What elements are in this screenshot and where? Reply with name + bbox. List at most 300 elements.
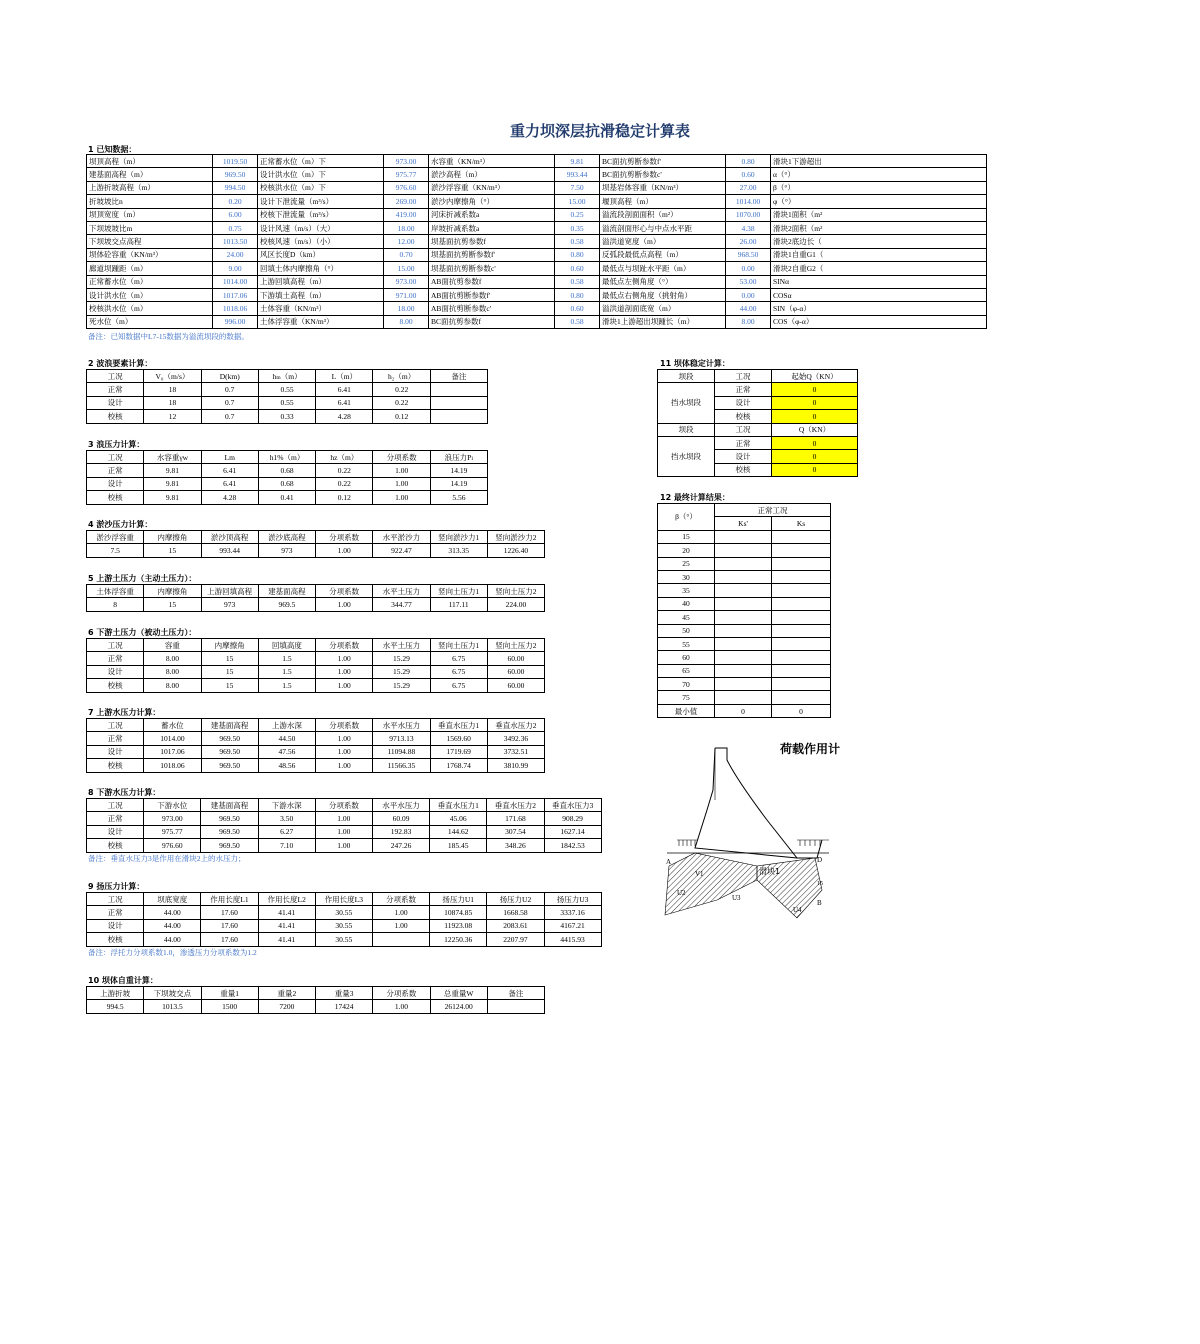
col-header: 坝底宽度 [144, 893, 201, 906]
cell: 35 [658, 584, 715, 597]
cell: 0.7 [201, 383, 258, 396]
cell: 1017.06 [144, 745, 201, 758]
cell: 1.00 [373, 491, 430, 504]
param-label: 坝基岩体容重（KN/m³） [600, 181, 726, 194]
col-header: 内摩擦角 [144, 531, 201, 544]
cell: 1.00 [316, 652, 373, 665]
cell: 0 [772, 463, 858, 476]
cell: 1.00 [373, 464, 430, 477]
col-header: 备注 [430, 370, 487, 383]
cell: 5.56 [430, 491, 487, 504]
cell: 993.44 [201, 544, 258, 557]
cell: 969.50 [201, 745, 258, 758]
cell: 设计 [87, 477, 144, 490]
param-label: 堰顶高程（m） [600, 195, 726, 208]
col-header: 水平淤沙力 [373, 531, 430, 544]
cell: 1.00 [372, 906, 429, 919]
cell [772, 544, 831, 557]
table-row [658, 611, 831, 624]
param-label: 滑块2自重G2（ [771, 262, 987, 275]
cell: 26124.00 [430, 1000, 487, 1013]
cell [715, 611, 772, 624]
dam-outline [715, 748, 822, 858]
cell: 设计 [715, 396, 772, 409]
cell: 30.55 [315, 906, 372, 919]
param-value: 0.60 [555, 302, 600, 315]
param-value: 18.00 [384, 221, 429, 234]
table-row [87, 825, 602, 838]
header-row [87, 370, 488, 383]
cell [772, 664, 831, 677]
param-value: 8.00 [726, 315, 771, 328]
param-label: 校核洪水位（m） [87, 302, 213, 315]
param-label: AB面抗剪参数f [429, 275, 555, 288]
wave-pressure-table [86, 450, 488, 505]
cell [487, 1000, 544, 1013]
cell: 973 [258, 544, 315, 557]
condition-header: 正常工况 [715, 504, 831, 517]
results-table [657, 503, 831, 718]
param-value: 4.38 [726, 221, 771, 234]
section-heading: 7 上游水压力计算： [88, 708, 161, 717]
cell: 973.00 [144, 812, 201, 825]
col-header: 建基面高程 [201, 719, 258, 732]
cell: 313.35 [430, 544, 487, 557]
col-header: 工况 [87, 799, 144, 812]
cell: 3.50 [258, 812, 315, 825]
param-label: 坝基面抗剪断参数c' [429, 262, 555, 275]
param-label: 正常蓄水位（m） [87, 275, 213, 288]
col-header: 重量1 [201, 987, 258, 1000]
param-label: 溢流剖面形心与中点水平距 [600, 221, 726, 234]
param-value: 0.70 [384, 248, 429, 261]
header-row [87, 799, 602, 812]
cell: 0 [772, 410, 858, 423]
section-heading: 2 波浪要素计算： [88, 359, 153, 368]
param-label: BC面抗剪断参数c' [600, 168, 726, 181]
cell: 6.75 [430, 679, 487, 692]
param-label: 上游回填高程（m） [258, 275, 384, 288]
cell: 1013.5 [144, 1000, 201, 1013]
param-value: 1018.06 [213, 302, 258, 315]
table-row [658, 651, 831, 664]
stability-clip [657, 369, 838, 479]
cell: 0 [772, 436, 858, 449]
cell: 117.11 [430, 598, 487, 611]
param-label: 最低点与坝趾水平距（m） [600, 262, 726, 275]
col-header: 工况 [715, 423, 772, 436]
cell [430, 383, 487, 396]
param-label: 设计下泄流量（m³/s） [258, 195, 384, 208]
table-row [658, 584, 831, 597]
cell [715, 570, 772, 583]
param-label: 下坝坡坡比m [87, 221, 213, 234]
cell [715, 624, 772, 637]
col-header: 垂直水压力2 [487, 799, 544, 812]
col-header: 工况 [87, 893, 144, 906]
param-value: 993.44 [555, 168, 600, 181]
param-label: 折坡坡比n [87, 195, 213, 208]
table-row [87, 262, 987, 275]
param-label: 淤沙高程（m） [429, 168, 555, 181]
cell [430, 396, 487, 409]
cell: 0.22 [316, 477, 373, 490]
cell: 60.09 [372, 812, 429, 825]
param-value: 1013.50 [213, 235, 258, 248]
col-header: 淤沙浮容重 [87, 531, 144, 544]
cell: 0.55 [258, 383, 315, 396]
ks-header: Ks [772, 517, 831, 530]
cell: 设计 [87, 745, 144, 758]
param-label: α（°） [771, 168, 987, 181]
col-header: 水容重γw [144, 451, 201, 464]
param-value: 419.00 [384, 208, 429, 221]
u3-label: U3 [732, 894, 741, 902]
col-header: 作用长度L1 [201, 893, 258, 906]
param-value: 1014.00 [213, 275, 258, 288]
section-heading: 5 上游土压力（主动土压力）： [88, 574, 197, 583]
table-row [87, 652, 545, 665]
cell [430, 410, 487, 423]
param-label: 土体容重（KN/m³） [258, 302, 384, 315]
cell: 15 [658, 530, 715, 543]
cell: 1842.53 [544, 839, 601, 852]
cell: 15 [144, 544, 201, 557]
param-value: 969.50 [213, 168, 258, 181]
table-row [87, 1000, 545, 1013]
param-value: 976.60 [384, 181, 429, 194]
cell: 8.00 [144, 679, 201, 692]
param-value: 24.00 [213, 248, 258, 261]
table-row [87, 288, 987, 301]
col-header: 分项系数 [373, 987, 430, 1000]
param-value: 973.00 [384, 275, 429, 288]
col-header: h1%（m） [258, 451, 315, 464]
cell: 11566.35 [373, 759, 430, 772]
cell: 1.00 [316, 544, 373, 557]
param-value: 968.50 [726, 248, 771, 261]
known-data-note: 备注：已知数据中L7-15数据为溢流坝段的数据。 [88, 332, 249, 341]
cell: 最小值 [658, 704, 715, 717]
table-row [87, 906, 602, 919]
cell: 969.50 [201, 759, 258, 772]
table-row [658, 557, 831, 570]
cell: 8 [87, 598, 144, 611]
u4-label: U4 [793, 906, 802, 914]
cell: 0.68 [258, 464, 315, 477]
cell: 6.41 [201, 464, 258, 477]
param-label: 滑块1下游超出 [771, 155, 987, 168]
cell: 4.28 [316, 410, 373, 423]
table-row [87, 665, 545, 678]
table-row [658, 664, 831, 677]
cell: 969.5 [258, 598, 315, 611]
cell: 0.7 [201, 410, 258, 423]
cell: 1768.74 [430, 759, 487, 772]
cell: 0.12 [316, 491, 373, 504]
cell: 0.22 [373, 383, 430, 396]
cell: 校核 [87, 933, 144, 946]
param-label: 岸坡折减系数a [429, 221, 555, 234]
param-label: 溢洪道宽度（m） [600, 235, 726, 248]
dam-base [695, 748, 797, 858]
table-row [87, 933, 602, 946]
cell: 1500 [201, 1000, 258, 1013]
param-value: 0.80 [726, 155, 771, 168]
cell: 4415.93 [544, 933, 601, 946]
wave-elements-table [86, 369, 488, 424]
cell: 192.83 [372, 825, 429, 838]
cell: 0.33 [258, 410, 315, 423]
col-header: 上游水深 [258, 719, 315, 732]
table-row [87, 544, 545, 557]
col-header: 重量3 [316, 987, 373, 1000]
col-header: 重量2 [258, 987, 315, 1000]
table-row [87, 396, 488, 409]
cell [772, 651, 831, 664]
param-label: 坝体砼容重（KN/m³） [87, 248, 213, 261]
cell: 15 [144, 598, 201, 611]
col-header: 总重量W [430, 987, 487, 1000]
param-value: 975.77 [384, 168, 429, 181]
param-label: SINα [771, 275, 987, 288]
silt-pressure-table [86, 530, 545, 558]
param-label: SIN（φ-α） [771, 302, 987, 315]
param-value: 1019.50 [213, 155, 258, 168]
section-heading: 12 最终计算结果： [660, 493, 730, 502]
param-value: 1014.00 [726, 195, 771, 208]
param-label: β（°） [771, 181, 987, 194]
v1-label: V1 [695, 870, 704, 878]
cell: 1.00 [316, 598, 373, 611]
cell: 6.75 [430, 665, 487, 678]
uplift-area [665, 853, 757, 915]
cell: 17424 [316, 1000, 373, 1013]
cell: 0 [715, 704, 772, 717]
group-label: 挡水坝段 [658, 383, 715, 423]
cell: 0.68 [258, 477, 315, 490]
downstream-water-note: 备注：垂直水压力3是作用在滑块2上的水压力； [88, 854, 246, 863]
header-row [87, 585, 545, 598]
param-label: 坝基面抗剪参数f [429, 235, 555, 248]
cell: 11094.88 [373, 745, 430, 758]
cell: 0.7 [201, 396, 258, 409]
cell [715, 584, 772, 597]
param-value: 0.75 [213, 221, 258, 234]
cell: 969.50 [201, 732, 258, 745]
cell: 1.00 [315, 812, 372, 825]
table-row [87, 839, 602, 852]
col-header: 竖向淤沙力2 [487, 531, 544, 544]
cell: 12 [144, 410, 201, 423]
table-row [87, 221, 987, 234]
cell: 60.00 [487, 665, 544, 678]
param-label: 坝顶宽度（m） [87, 208, 213, 221]
param-label: 设计洪水位（m）下 [258, 168, 384, 181]
cell: 17.60 [201, 906, 258, 919]
cell: 1.5 [258, 652, 315, 665]
col-header: 分项系数 [373, 451, 430, 464]
header-row [87, 893, 602, 906]
load-diagram [657, 740, 830, 930]
cell: 171.68 [487, 812, 544, 825]
col-header: h₂（m） [373, 370, 430, 383]
cell: 976.60 [144, 839, 201, 852]
cell: 1014.00 [144, 732, 201, 745]
cell [772, 611, 831, 624]
min-row [658, 704, 831, 717]
cell: 969.50 [201, 839, 258, 852]
param-label: BC面抗剪参数f [429, 315, 555, 328]
cell [715, 664, 772, 677]
cell: 0.22 [316, 464, 373, 477]
col-header: 上游折坡 [87, 987, 144, 1000]
col-header: 蓄水位 [144, 719, 201, 732]
cell: 2083.61 [487, 919, 544, 932]
cell [715, 637, 772, 650]
downstream-earth-table [86, 638, 545, 693]
cell: 30.55 [315, 919, 372, 932]
table-row [87, 248, 987, 261]
cell: 348.26 [487, 839, 544, 852]
cell: 9.81 [144, 477, 201, 490]
cell: 10874.85 [430, 906, 487, 919]
param-label: AB面抗剪断参数c' [429, 302, 555, 315]
param-value: 15.00 [555, 195, 600, 208]
cell: 9.81 [144, 491, 201, 504]
hatch-ticks [677, 840, 829, 846]
table-row [87, 919, 602, 932]
cell: 0.22 [373, 396, 430, 409]
col-header: 扬压力U1 [430, 893, 487, 906]
downstream-water-table [86, 798, 602, 853]
cell: 4.28 [201, 491, 258, 504]
cell: 3732.51 [487, 745, 544, 758]
cell: 校核 [715, 463, 772, 476]
cell: 1.5 [258, 665, 315, 678]
table-row [87, 732, 545, 745]
cell: 3492.36 [487, 732, 544, 745]
cell: 973 [201, 598, 258, 611]
cell: 70 [658, 678, 715, 691]
section-heading: 4 淤沙压力计算： [88, 520, 153, 529]
col-header: 垂直水压力2 [487, 719, 544, 732]
cell: 0.41 [258, 491, 315, 504]
cell: 正常 [715, 436, 772, 449]
header-row [87, 719, 545, 732]
param-label: AB面抗剪断参数f' [429, 288, 555, 301]
col-header: 工况 [87, 719, 144, 732]
cell: 75 [658, 691, 715, 704]
cell: 6.27 [258, 825, 315, 838]
cell: 15.29 [373, 665, 430, 678]
col-header: 淤沙底高程 [258, 531, 315, 544]
table-row [87, 477, 488, 490]
cell: 922.47 [373, 544, 430, 557]
param-label: 下游填土高程（m） [258, 288, 384, 301]
col-header: 下坝坡交点 [144, 987, 201, 1000]
cell: 15.29 [373, 652, 430, 665]
param-label: 河床折减系数a [429, 208, 555, 221]
cell: 247.26 [372, 839, 429, 852]
cell: 18 [144, 396, 201, 409]
section-heading: 9 扬压力计算： [88, 882, 145, 891]
cell: 正常 [87, 732, 144, 745]
cell: 1.00 [316, 679, 373, 692]
cell: 25 [658, 557, 715, 570]
col-header: D(km) [201, 370, 258, 383]
cell: 设计 [715, 450, 772, 463]
cell: 1.00 [372, 919, 429, 932]
param-value: 0.58 [555, 315, 600, 328]
param-label: 设计洪水位（m） [87, 288, 213, 301]
param-label: 回填土体内摩擦角（°） [258, 262, 384, 275]
param-label: 校核洪水位（m）下 [258, 181, 384, 194]
cell [772, 691, 831, 704]
table-row [658, 678, 831, 691]
table-row [87, 745, 545, 758]
dam-weight-table [86, 986, 545, 1014]
cell: 正常 [87, 652, 144, 665]
col-header: 垂直水压力1 [430, 799, 487, 812]
cell: 30 [658, 570, 715, 583]
cell: 48.56 [258, 759, 315, 772]
cell: 65 [658, 664, 715, 677]
diagram-title: 荷载作用计 [780, 742, 841, 756]
table-row [87, 208, 987, 221]
param-value: 0.80 [555, 288, 600, 301]
param-label: 建基面高程（m） [87, 168, 213, 181]
param-value: 9.81 [555, 155, 600, 168]
col-header: 竖向淤沙力1 [430, 531, 487, 544]
cell: 41.41 [258, 919, 315, 932]
param-label: 土体浮容重（KN/m³） [258, 315, 384, 328]
col-header: 垂直水压力1 [430, 719, 487, 732]
cell: 校核 [87, 839, 144, 852]
cell: 11923.08 [430, 919, 487, 932]
col-header: Q（KN） [772, 423, 858, 436]
param-value: 1017.06 [213, 288, 258, 301]
header-row [87, 531, 545, 544]
cell [372, 933, 429, 946]
param-value: 0.00 [726, 288, 771, 301]
cell: 1018.06 [144, 759, 201, 772]
col-header: hz（m） [316, 451, 373, 464]
param-value: 15.00 [384, 262, 429, 275]
col-header: 坝段 [658, 423, 715, 436]
col-header: Lm [201, 451, 258, 464]
param-value: 269.00 [384, 195, 429, 208]
cell: 41.41 [258, 906, 315, 919]
table-row [87, 302, 987, 315]
param-label: 最低点右侧角度（挑射角） [600, 288, 726, 301]
param-value: 18.00 [384, 302, 429, 315]
cell: 1.00 [316, 759, 373, 772]
param-value: 6.00 [213, 208, 258, 221]
param-label: 廊道坝踵距（m） [87, 262, 213, 275]
cell: 6.41 [316, 396, 373, 409]
cell [772, 597, 831, 610]
param-value: 9.00 [213, 262, 258, 275]
results-clip [657, 503, 830, 719]
col-header: 建基面高程 [258, 585, 315, 598]
cell: 15 [201, 652, 258, 665]
table-row [87, 759, 545, 772]
col-header: V₀（m/s） [144, 370, 201, 383]
cell: 8.00 [144, 652, 201, 665]
table-row [87, 155, 987, 168]
param-value: 971.00 [384, 288, 429, 301]
